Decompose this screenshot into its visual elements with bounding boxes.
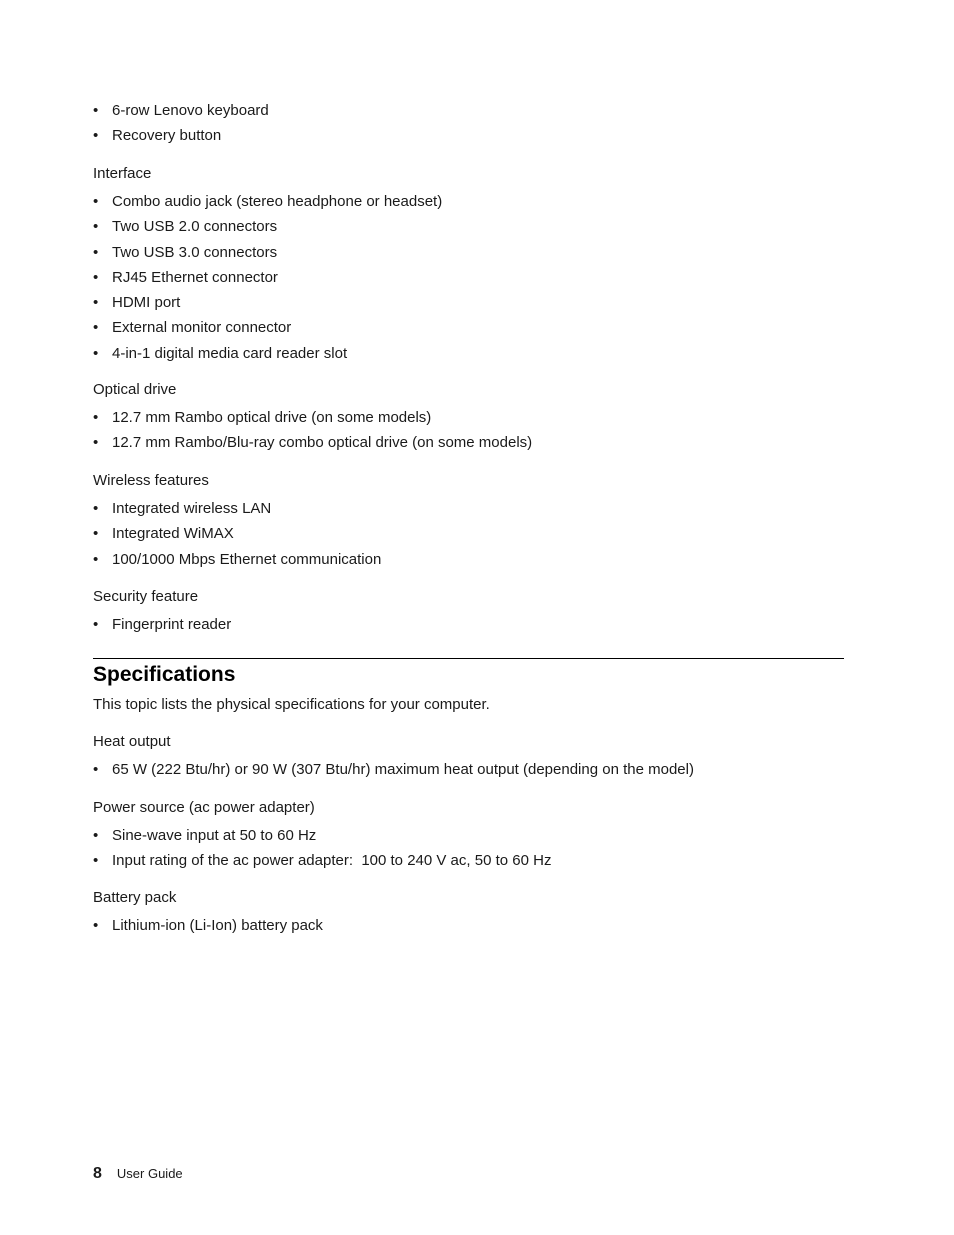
bullet-icon: • <box>93 409 99 426</box>
power-list-block <box>93 826 844 877</box>
heat-block <box>93 732 844 752</box>
bullet-icon: • <box>93 218 99 236</box>
section-title-specifications: Specifications <box>93 663 236 686</box>
power-block <box>93 798 844 818</box>
page-footer <box>93 1164 183 1184</box>
subsection-heading-interface: Interface <box>93 165 152 182</box>
list-item <box>93 192 844 217</box>
subsection-heading-heat-output: Heat output <box>93 733 171 750</box>
subsection-heading-power-source: Power source (ac power adapter) <box>93 799 315 816</box>
list-item-text: Two USB 2.0 connectors <box>112 218 278 236</box>
list-item <box>93 524 844 549</box>
list-item <box>93 344 844 369</box>
bullet-list <box>93 615 844 640</box>
battery-block <box>93 888 844 908</box>
list-item <box>93 851 844 876</box>
subsection-heading-security: Security feature <box>93 588 199 605</box>
bullet-icon: • <box>93 550 99 568</box>
specifications-intro-block <box>93 695 844 715</box>
list-item-text: Two USB 3.0 connectors <box>112 243 278 261</box>
bullet-icon: • <box>93 294 99 312</box>
wireless-list-block <box>93 499 844 575</box>
list-item <box>93 243 844 268</box>
subsection-heading-optical-drive: Optical drive <box>93 381 177 398</box>
bullet-list <box>93 826 844 877</box>
list-item-text: HDMI port <box>112 294 181 312</box>
list-item-text: RJ45 Ethernet connector <box>112 268 278 286</box>
list-item-text: Recovery button <box>112 127 222 145</box>
list-item <box>93 408 844 433</box>
bullet-icon: • <box>93 102 99 119</box>
bullet-icon: • <box>93 434 99 452</box>
security-list-block <box>93 615 844 640</box>
list-item-text: 100/1000 Mbps Ethernet communication <box>112 550 382 568</box>
bullet-icon: • <box>93 852 99 870</box>
list-item <box>93 916 844 941</box>
bullet-icon: • <box>93 827 99 844</box>
page-number: 8 <box>93 1165 102 1182</box>
interface-list-block <box>93 192 844 369</box>
list-item <box>93 101 844 126</box>
list-item <box>93 826 844 851</box>
list-item <box>93 550 844 575</box>
list-item-text: 12.7 mm Rambo/Blu-ray combo optical drive (on some models) <box>112 434 533 452</box>
list-item <box>93 760 844 785</box>
bullet-icon: • <box>93 268 99 286</box>
list-item <box>93 433 844 458</box>
bullet-icon: • <box>93 193 99 210</box>
optical-list-block <box>93 408 844 459</box>
bullet-list <box>93 408 844 459</box>
list-item-text: Input rating of the ac power adapter: 100 to 240 V ac, 50 to 60 Hz <box>112 852 552 870</box>
bullet-list <box>93 192 844 369</box>
section-divider <box>93 658 844 659</box>
list-item-text: Combo audio jack (stereo headphone or headset) <box>112 193 443 210</box>
list-item-text: 12.7 mm Rambo optical drive (on some models) <box>112 409 432 426</box>
bullet-list <box>93 101 844 152</box>
list-item-text: Integrated WiMAX <box>112 525 234 543</box>
list-item <box>93 126 844 151</box>
heat-list-block <box>93 760 844 785</box>
list-item-text: 65 W (222 Btu/hr) or 90 W (307 Btu/hr) maximum heat output (depending on the model) <box>112 761 694 778</box>
list-item <box>93 499 844 524</box>
battery-list-block <box>93 916 844 941</box>
list-item-text: Fingerprint reader <box>112 616 232 633</box>
list-item <box>93 318 844 343</box>
bullet-icon: • <box>93 344 99 362</box>
subsection-heading-wireless: Wireless features <box>93 472 209 489</box>
footer-label: User Guide <box>116 1166 183 1181</box>
security-block <box>93 587 844 607</box>
list-item <box>93 615 844 640</box>
bullet-icon: • <box>93 127 99 145</box>
bullet-icon: • <box>93 917 99 934</box>
wireless-block <box>93 471 844 491</box>
optical-block <box>93 380 844 400</box>
list-item-text: Sine-wave input at 50 to 60 Hz <box>112 827 317 844</box>
bullet-icon: • <box>93 761 99 778</box>
list-item-text: Lithium-ion (Li-Ion) battery pack <box>112 917 323 934</box>
interface-block <box>93 164 844 184</box>
bullet-icon: • <box>93 319 99 337</box>
list-item-text: 4-in-1 digital media card reader slot <box>112 344 348 362</box>
bullet-list <box>93 499 844 575</box>
list-item-text: Integrated wireless LAN <box>112 500 272 517</box>
bullet-list <box>93 760 844 785</box>
section-intro-text: This topic lists the physical specifications for your computer. <box>93 696 490 713</box>
subsection-heading-battery-pack: Battery pack <box>93 889 177 906</box>
list-item-text: 6-row Lenovo keyboard <box>112 102 269 119</box>
list-item <box>93 217 844 242</box>
list-item <box>93 268 844 293</box>
list-item <box>93 293 844 318</box>
list-item-text: External monitor connector <box>112 319 292 337</box>
bullet-list <box>93 916 844 941</box>
bullet-icon: • <box>93 500 99 517</box>
bullet-icon: • <box>93 243 99 261</box>
top-list-block <box>93 101 844 152</box>
bullet-icon: • <box>93 525 99 543</box>
bullet-icon: • <box>93 616 99 633</box>
